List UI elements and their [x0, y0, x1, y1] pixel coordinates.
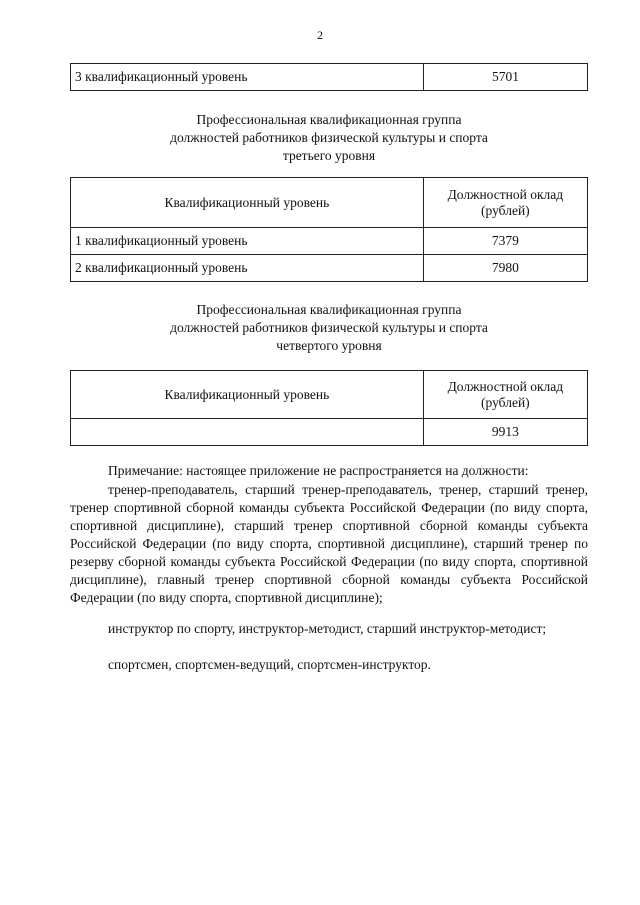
heading-line: Профессиональная квалификационная группа — [196, 112, 462, 127]
header-line: Должностной оклад — [447, 186, 564, 202]
note-paragraph: тренер-преподаватель, старший тренер-преподаватель, тренер, старший тренер, тренер спортивной сборной команды субъекта Российской Федерации (по виду спорта, спортивной дисциплине), старший тренер спортивной сборной команды субъекта Российской Федерации (по виду спорта, спортивной дисциплине), старший тренер по резерву сборной команды субъекта Российской Федерации (по виду спорта, спортивной дисциплине), главный тренер спортивной сборной команды субъекта Российской Федерации (по виду спорта, спортивной дисциплине); — [70, 482, 588, 605]
column-header-salary — [423, 178, 587, 228]
header-line: Должностной оклад — [447, 378, 564, 394]
qualification-level-cell: 3 квалификационный уровень — [71, 64, 424, 91]
note-title: Примечание: настоящее приложение не распространяется на должности: — [108, 463, 529, 478]
column-header-level: Квалификационный уровень — [71, 371, 424, 419]
salary-cell: 9913 — [423, 419, 587, 446]
header-line: (рублей) — [481, 394, 530, 410]
table-row — [71, 64, 588, 91]
top-salary-table — [70, 63, 588, 91]
group4-heading — [70, 301, 588, 355]
table-row — [71, 419, 588, 446]
salary-cell: 7980 — [423, 255, 587, 282]
qualification-level-cell: 2 квалификационный уровень — [71, 255, 424, 282]
qualification-level-cell — [71, 419, 424, 446]
heading-line: должностей работников физической культуры и спорта — [170, 320, 488, 335]
group4-salary-table — [70, 370, 588, 446]
page-number: 2 — [317, 28, 323, 42]
table-header-row — [71, 178, 588, 228]
heading-line: четвертого уровня — [276, 338, 382, 353]
note-paragraph: спортсмен, спортсмен-ведущий, спортсмен-инструктор. — [108, 657, 431, 672]
header-line: (рублей) — [481, 202, 530, 218]
group3-salary-table — [70, 177, 588, 282]
column-header-salary — [423, 371, 587, 419]
heading-line: третьего уровня — [282, 148, 376, 163]
table-row — [71, 255, 588, 282]
salary-cell: 7379 — [423, 228, 587, 255]
qualification-level-cell: 1 квалификационный уровень — [71, 228, 424, 255]
heading-line: Профессиональная квалификационная группа — [196, 302, 462, 317]
heading-line: должностей работников физической культуры и спорта — [170, 130, 488, 145]
table-row — [71, 228, 588, 255]
group3-heading — [70, 111, 588, 165]
salary-cell: 5701 — [424, 64, 588, 91]
note-paragraph: инструктор по спорту, инструктор-методист, старший инструктор-методист; — [108, 621, 547, 636]
column-header-level: Квалификационный уровень — [71, 178, 424, 228]
table-header-row — [71, 371, 588, 419]
